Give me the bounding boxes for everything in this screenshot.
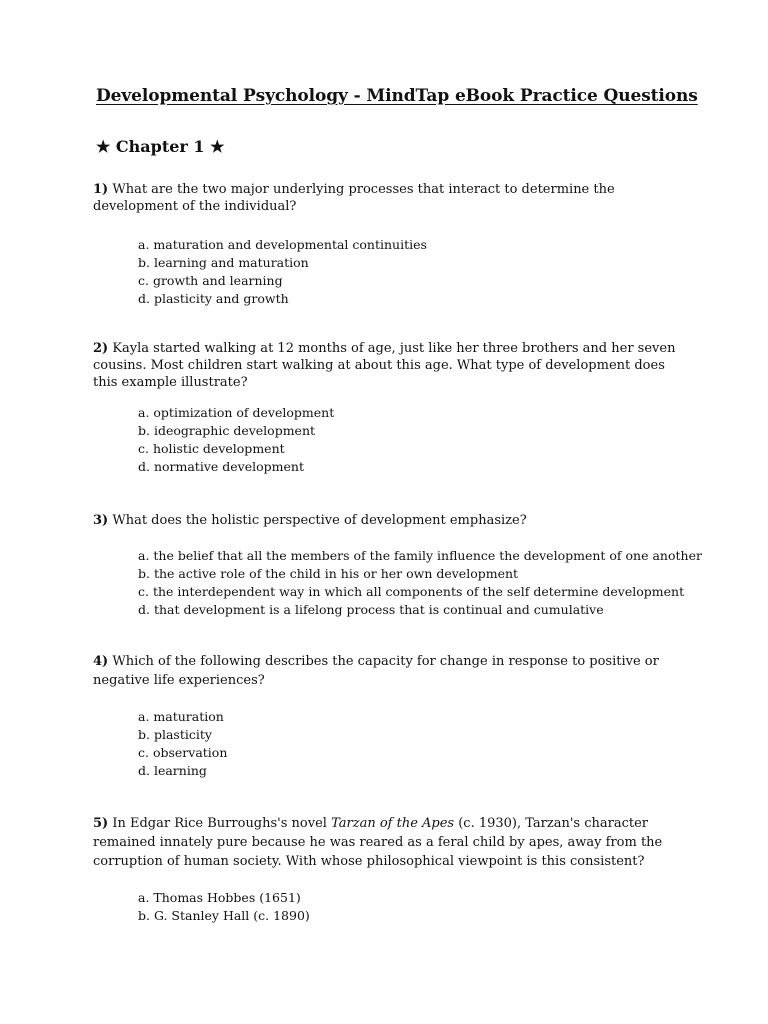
answer-option: d. learning: [138, 763, 207, 778]
question-1: [93, 181, 683, 215]
answer-option: b. the active role of the child in his or her own development: [138, 566, 519, 581]
question-text: What does the holistic perspective of development emphasize?: [108, 513, 527, 528]
question-number: 5): [93, 816, 109, 831]
answer-option: c. observation: [138, 745, 228, 760]
answer-option: b. learning and maturation: [138, 255, 309, 270]
answer-option: b. ideographic development: [138, 423, 316, 438]
answer-option: a. Thomas Hobbes (1651): [138, 890, 301, 905]
answer-options-1: [138, 236, 427, 308]
question-text: What are the two major underlying processes that interact to determine the development of the individual?: [93, 182, 615, 214]
answer-option: d. plasticity and growth: [138, 291, 289, 306]
question-number: 3): [93, 513, 109, 528]
answer-option: a. optimization of development: [138, 405, 335, 420]
question-number: 1): [93, 182, 109, 197]
answer-option: a. maturation and developmental continuities: [138, 237, 427, 252]
answer-option: b. G. Stanley Hall (c. 1890): [138, 908, 310, 923]
answer-options-2: [138, 404, 334, 476]
answer-option: d. that development is a lifelong process that is continual and cumulative: [138, 602, 604, 617]
question-3: [93, 512, 683, 529]
question-text-end: (c. 1930), Tarzan's character remained innately pure because he was reared as a feral child by apes, away from the corruption of human society. With whose philosophical viewpoint is this consistent?: [93, 816, 663, 869]
question-number: 2): [93, 341, 109, 356]
answer-option: c. holistic development: [138, 441, 285, 456]
answer-option: a. maturation: [138, 709, 224, 724]
answer-options-5: [138, 889, 310, 925]
answer-option: b. plasticity: [138, 727, 212, 742]
document-title: Developmental Psychology - MindTap eBook Practice Questions: [96, 86, 698, 106]
question-4: [93, 652, 683, 690]
question-text: Which of the following describes the capacity for change in response to positive or negative life experiences?: [93, 654, 659, 688]
answer-option: c. growth and learning: [138, 273, 283, 288]
book-title: Tarzan of the Apes: [331, 816, 455, 831]
answer-option: a. the belief that all the members of the family influence the development of one another: [138, 548, 702, 563]
question-number: 4): [93, 654, 109, 669]
question-5: [93, 814, 683, 871]
chapter-heading: ★ Chapter 1 ★: [96, 137, 225, 156]
question-2: [93, 340, 683, 391]
answer-options-4: [138, 708, 227, 780]
question-text: Kayla started walking at 12 months of age, just like her three brothers and her seven cousins. Most children start walking at about this age. What type of development does this example illustrate?: [93, 341, 676, 390]
answer-options-3: [138, 547, 702, 619]
answer-option: d. normative development: [138, 459, 304, 474]
question-text-start: In Edgar Rice Burroughs's novel: [108, 816, 332, 831]
answer-option: c. the interdependent way in which all components of the self determine development: [138, 584, 685, 599]
